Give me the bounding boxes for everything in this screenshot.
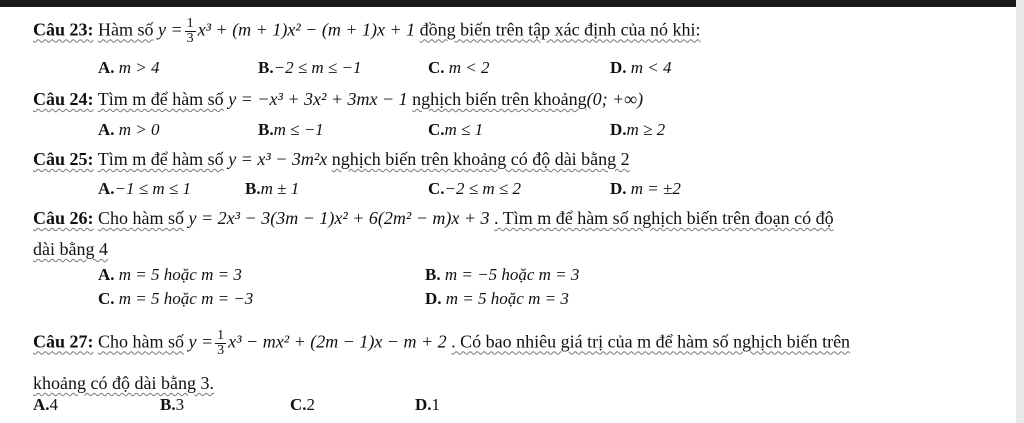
option-label: A. [33,395,50,414]
option-a [98,119,160,141]
question-label: Câu 23: [33,19,94,40]
question-text: đồng biến trên tập xác định của nó khi: [419,19,701,40]
option-label: B. [245,179,261,198]
option-value: m = −5 hoặc m = 3 [444,265,580,284]
option-label: B. [258,120,274,139]
option-b [258,119,324,141]
formula-prefix: y = [158,19,183,40]
question-text: Hàm số [98,19,154,40]
formula: y = −x³ + 3x² + 3mx − 1 [228,89,408,109]
option-label: A. [98,179,115,198]
fraction [185,17,196,46]
option-b [425,264,579,286]
question-24 [33,88,643,110]
option-c [428,119,483,141]
fraction-numerator: 1 [186,16,194,31]
option-d [415,394,440,416]
interval: (0; +∞) [586,89,644,109]
option-value: m = 5 hoặc m = −3 [118,289,254,308]
option-value: −1 ≤ m ≤ 1 [114,179,191,198]
option-value: 1 [431,395,441,414]
option-c [98,288,253,310]
option-value: m < 2 [448,58,490,77]
option-a [98,178,191,200]
option-label: D. [415,395,432,414]
formula: y = x³ − 3m²x [228,149,328,169]
option-label: A. [98,120,115,139]
option-label: D. [610,179,627,198]
option-value: 3 [175,395,185,414]
option-value: m ≥ 2 [626,120,666,139]
option-value: m > 4 [118,58,160,77]
option-d [610,57,672,79]
option-label: D. [610,120,627,139]
option-c [428,178,521,200]
option-b [258,57,361,79]
question-25 [33,148,630,170]
option-value: m ± 1 [260,179,300,198]
option-a [98,264,242,286]
option-value: 4 [49,395,59,414]
fraction-numerator: 1 [217,328,225,343]
option-d [610,119,665,141]
formula: y = 2x³ − 3(3m − 1)x² + 6(2m² − m)x + 3 [188,208,490,228]
option-value: 2 [306,395,316,414]
option-value: m ≤ −1 [273,120,324,139]
question-text: khoảng có độ dài bằng 3. [33,373,214,393]
question-text: Cho hàm số [98,208,185,228]
option-a [98,57,160,79]
option-b [160,394,184,416]
formula-prefix: y = [188,331,214,352]
option-label: B. [425,265,441,284]
question-label: Câu 26: [33,208,94,228]
question-text: Tìm m để hàm số [97,89,224,109]
option-label: D. [610,58,627,77]
question-label: Câu 25: [33,149,94,169]
question-text: Tìm m để hàm số [97,149,224,169]
option-label: A. [98,58,115,77]
question-23 [33,17,701,46]
option-value: m = 5 hoặc m = 3 [445,289,569,308]
option-value: −2 ≤ m ≤ −1 [273,58,362,77]
option-value: m = ±2 [630,179,681,198]
option-label: B. [160,395,176,414]
option-value: m < 4 [630,58,672,77]
fraction-denominator: 3 [217,343,225,358]
question-text: . Có bao nhiêu giá trị của m để hàm số nghịch biến trên [451,331,851,352]
option-label: D. [425,289,442,308]
option-label: C. [98,289,115,308]
option-a [33,394,58,416]
question-text: dài bằng 4 [33,239,108,259]
option-d [610,178,681,200]
option-d [425,288,569,310]
option-label: C. [428,179,445,198]
formula: x³ + (m + 1)x² − (m + 1)x + 1 [197,19,416,40]
question-26 [33,207,834,229]
option-c [428,57,490,79]
option-label: B. [258,58,274,77]
option-b [245,178,299,200]
question-text: nghịch biến trên khoảng có độ dài bằng 2 [331,149,630,169]
question-text: nghịch biến trên khoảng [412,89,587,109]
formula: x³ − mx² + (2m − 1)x − m + 2 [228,331,447,352]
option-c [290,394,315,416]
question-27 [33,329,850,358]
question-text: . Tìm m để hàm số nghịch biến trên đoạn có độ [494,208,834,228]
question-label: Câu 24: [33,89,94,109]
option-label: C. [290,395,307,414]
option-label: C. [428,120,445,139]
option-label: A. [98,265,115,284]
option-value: m > 0 [118,120,160,139]
fraction-denominator: 3 [186,31,194,46]
fraction [215,329,226,358]
question-27-line2 [33,372,214,394]
option-value: −2 ≤ m ≤ 2 [444,179,521,198]
question-label: Câu 27: [33,331,94,352]
option-value: m ≤ 1 [444,120,484,139]
question-text: Cho hàm số [98,331,185,352]
option-label: C. [428,58,445,77]
option-value: m = 5 hoặc m = 3 [118,265,242,284]
question-26-line2 [33,238,108,260]
